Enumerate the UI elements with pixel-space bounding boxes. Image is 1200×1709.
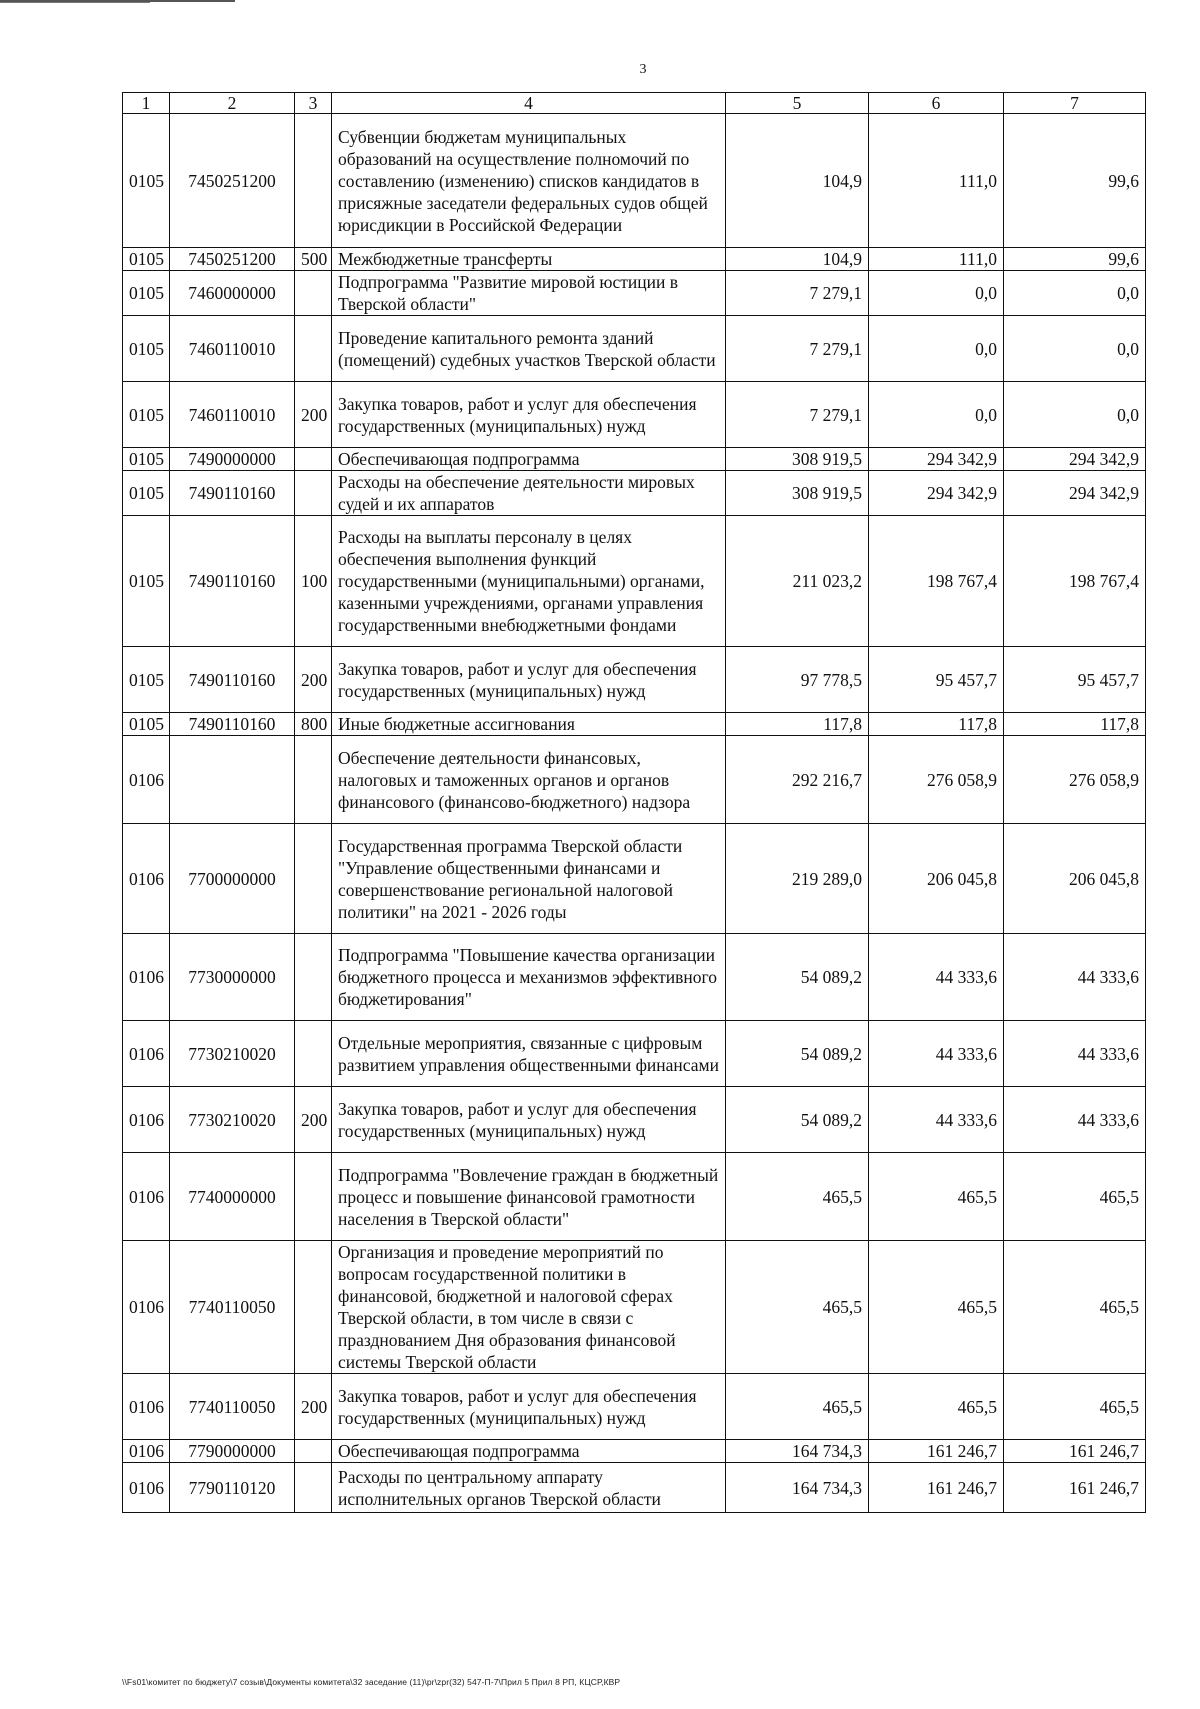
table-body: [123, 114, 1146, 1513]
cell-target-code: 7490110160: [170, 516, 295, 647]
table-row: [123, 1153, 1146, 1241]
cell-value-col5: 219 289,0: [726, 824, 869, 934]
cell-value-col7: 44 333,6: [1004, 1087, 1146, 1153]
table-row: [123, 1463, 1146, 1513]
cell-name: Расходы по центральному аппарату исполнительных органов Тверской области: [332, 1463, 726, 1513]
cell-section: 0105: [123, 713, 170, 736]
cell-expense-type: [295, 1440, 332, 1463]
cell-value-col6: 95 457,7: [869, 647, 1004, 713]
cell-value-col5: 164 734,3: [726, 1463, 869, 1513]
cell-value-col5: 164 734,3: [726, 1440, 869, 1463]
cell-value-col7: 465,5: [1004, 1374, 1146, 1440]
table-row: [123, 1440, 1146, 1463]
cell-value-col5: 97 778,5: [726, 647, 869, 713]
cell-expense-type: [295, 1021, 332, 1087]
cell-target-code: 7490110160: [170, 471, 295, 516]
cell-target-code: 7730000000: [170, 934, 295, 1021]
cell-value-col7: 161 246,7: [1004, 1463, 1146, 1513]
cell-name: Субвенции бюджетам муниципальных образований на осуществление полномочий по составлению (изменению) списков кандидатов в присяжные заседатели федеральных судов общей юрисдикции в Российской Федерации: [332, 114, 726, 248]
cell-section: 0106: [123, 1153, 170, 1241]
cell-target-code: 7460000000: [170, 271, 295, 316]
cell-target-code: 7790110120: [170, 1463, 295, 1513]
cell-name: Государственная программа Тверской области "Управление общественными финансами и совершенствование региональной налоговой политики" на 2021 - 2026 годы: [332, 824, 726, 934]
cell-value-col6: 465,5: [869, 1241, 1004, 1374]
cell-name: Обеспечивающая подпрограмма: [332, 448, 726, 471]
cell-value-col6: 161 246,7: [869, 1440, 1004, 1463]
cell-value-col7: 294 342,9: [1004, 448, 1146, 471]
cell-expense-type: [295, 1153, 332, 1241]
cell-value-col5: 7 279,1: [726, 382, 869, 448]
cell-target-code: 7700000000: [170, 824, 295, 934]
table-row: [123, 713, 1146, 736]
cell-value-col5: 7 279,1: [726, 271, 869, 316]
table-row: [123, 1241, 1146, 1374]
cell-value-col7: 276 058,9: [1004, 736, 1146, 824]
cell-section: 0106: [123, 1087, 170, 1153]
cell-value-col6: 0,0: [869, 382, 1004, 448]
cell-value-col7: 99,6: [1004, 114, 1146, 248]
cell-name: Закупка товаров, работ и услуг для обеспечения государственных (муниципальных) нужд: [332, 1374, 726, 1440]
cell-value-col6: 465,5: [869, 1374, 1004, 1440]
cell-name: Обеспечение деятельности финансовых, налоговых и таможенных органов и органов финансового (финансово-бюджетного) надзора: [332, 736, 726, 824]
cell-name: Закупка товаров, работ и услуг для обеспечения государственных (муниципальных) нужд: [332, 1087, 726, 1153]
cell-section: 0106: [123, 1463, 170, 1513]
cell-target-code: 7460110010: [170, 316, 295, 382]
cell-value-col6: 0,0: [869, 316, 1004, 382]
cell-value-col7: 0,0: [1004, 382, 1146, 448]
cell-value-col5: 7 279,1: [726, 316, 869, 382]
cell-expense-type: 200: [295, 1087, 332, 1153]
cell-value-col5: 465,5: [726, 1241, 869, 1374]
cell-expense-type: 200: [295, 1374, 332, 1440]
cell-expense-type: 500: [295, 248, 332, 271]
cell-target-code: 7790000000: [170, 1440, 295, 1463]
cell-value-col6: 198 767,4: [869, 516, 1004, 647]
cell-expense-type: [295, 824, 332, 934]
cell-value-col7: 99,6: [1004, 248, 1146, 271]
cell-section: 0105: [123, 271, 170, 316]
cell-section: 0105: [123, 248, 170, 271]
cell-value-col7: 95 457,7: [1004, 647, 1146, 713]
cell-target-code: 7490110160: [170, 647, 295, 713]
cell-value-col6: 294 342,9: [869, 448, 1004, 471]
cell-name: Закупка товаров, работ и услуг для обеспечения государственных (муниципальных) нужд: [332, 382, 726, 448]
cell-expense-type: [295, 114, 332, 248]
cell-value-col5: 308 919,5: [726, 471, 869, 516]
cell-section: 0106: [123, 824, 170, 934]
table-row: [123, 1087, 1146, 1153]
cell-value-col6: 465,5: [869, 1153, 1004, 1241]
table-row: [123, 248, 1146, 271]
cell-value-col6: 294 342,9: [869, 471, 1004, 516]
cell-name: Подпрограмма "Повышение качества организации бюджетного процесса и механизмов эффективного бюджетирования": [332, 934, 726, 1021]
table-row: [123, 271, 1146, 316]
scan-edge-line: [0, 2, 150, 3]
cell-value-col7: 206 045,8: [1004, 824, 1146, 934]
cell-expense-type: 200: [295, 647, 332, 713]
cell-expense-type: 100: [295, 516, 332, 647]
cell-value-col7: 465,5: [1004, 1153, 1146, 1241]
cell-target-code: 7740110050: [170, 1374, 295, 1440]
cell-name: Межбюджетные трансферты: [332, 248, 726, 271]
cell-name: Расходы на обеспечение деятельности мировых судей и их аппаратов: [332, 471, 726, 516]
cell-name: Подпрограмма "Развитие мировой юстиции в Тверской области": [332, 271, 726, 316]
cell-value-col6: 111,0: [869, 248, 1004, 271]
table-row: [123, 647, 1146, 713]
cell-target-code: 7490000000: [170, 448, 295, 471]
cell-value-col7: 44 333,6: [1004, 1021, 1146, 1087]
cell-value-col7: 465,5: [1004, 1241, 1146, 1374]
cell-section: 0106: [123, 934, 170, 1021]
cell-name: Иные бюджетные ассигнования: [332, 713, 726, 736]
cell-target-code: 7740000000: [170, 1153, 295, 1241]
table-row: [123, 114, 1146, 248]
cell-expense-type: [295, 1241, 332, 1374]
cell-name: Проведение капитального ремонта зданий (помещений) судебных участков Тверской области: [332, 316, 726, 382]
cell-target-code: 7740110050: [170, 1241, 295, 1374]
cell-value-col6: 44 333,6: [869, 934, 1004, 1021]
cell-expense-type: [295, 448, 332, 471]
cell-target-code: [170, 736, 295, 824]
cell-value-col7: 117,8: [1004, 713, 1146, 736]
table-row: [123, 1021, 1146, 1087]
cell-section: 0105: [123, 114, 170, 248]
cell-value-col5: 465,5: [726, 1153, 869, 1241]
table-header-row: [123, 93, 1146, 114]
cell-expense-type: 800: [295, 713, 332, 736]
cell-section: 0105: [123, 647, 170, 713]
cell-target-code: 7730210020: [170, 1021, 295, 1087]
cell-value-col5: 54 089,2: [726, 1087, 869, 1153]
cell-target-code: 7490110160: [170, 713, 295, 736]
cell-expense-type: [295, 1463, 332, 1513]
cell-target-code: 7450251200: [170, 248, 295, 271]
cell-name: Закупка товаров, работ и услуг для обеспечения государственных (муниципальных) нужд: [332, 647, 726, 713]
cell-section: 0105: [123, 448, 170, 471]
cell-expense-type: [295, 736, 332, 824]
cell-section: 0105: [123, 471, 170, 516]
table-row: [123, 316, 1146, 382]
header-cell: 5: [726, 93, 869, 114]
cell-target-code: 7460110010: [170, 382, 295, 448]
cell-value-col7: 294 342,9: [1004, 471, 1146, 516]
cell-section: 0106: [123, 1241, 170, 1374]
cell-value-col5: 308 919,5: [726, 448, 869, 471]
header-cell: 6: [869, 93, 1004, 114]
cell-value-col5: 104,9: [726, 248, 869, 271]
cell-expense-type: [295, 934, 332, 1021]
cell-section: 0105: [123, 516, 170, 647]
cell-value-col7: 198 767,4: [1004, 516, 1146, 647]
cell-section: 0105: [123, 382, 170, 448]
cell-section: 0106: [123, 1021, 170, 1087]
table-row: [123, 736, 1146, 824]
table-row: [123, 934, 1146, 1021]
cell-value-col6: 117,8: [869, 713, 1004, 736]
cell-section: 0105: [123, 316, 170, 382]
cell-expense-type: [295, 471, 332, 516]
cell-value-col5: 54 089,2: [726, 934, 869, 1021]
header-cell: 1: [123, 93, 170, 114]
cell-value-col5: 117,8: [726, 713, 869, 736]
cell-target-code: 7730210020: [170, 1087, 295, 1153]
cell-value-col7: 0,0: [1004, 271, 1146, 316]
cell-expense-type: [295, 316, 332, 382]
header-cell: 7: [1004, 93, 1146, 114]
header-cell: 3: [295, 93, 332, 114]
table-row: [123, 471, 1146, 516]
cell-name: Подпрограмма "Вовлечение граждан в бюджетный процесс и повышение финансовой грамотности населения в Тверской области": [332, 1153, 726, 1241]
cell-value-col7: 44 333,6: [1004, 934, 1146, 1021]
table-row: [123, 516, 1146, 647]
cell-section: 0106: [123, 1440, 170, 1463]
cell-value-col6: 206 045,8: [869, 824, 1004, 934]
cell-section: 0106: [123, 736, 170, 824]
cell-name: Организация и проведение мероприятий по вопросам государственной политики в финансовой, бюджетной и налоговой сферах Тверской области, в том числе в связи с празднованием Дня образования финансовой системы Тверской области: [332, 1241, 726, 1374]
cell-expense-type: [295, 271, 332, 316]
cell-target-code: 7450251200: [170, 114, 295, 248]
file-path-footer: \\Fs01\комитет по бюджету\7 созыв\Документы комитета\32 заседание (11)\pr\zpr(32) 547-П-7\Прил 5 Прил 8 РП, КЦСР,КВР: [122, 1677, 621, 1687]
cell-name: Расходы на выплаты персоналу в целях обеспечения выполнения функций государственными (муниципальными) органами, казенными учреждениями, органами управления государственными внебюджетными фондами: [332, 516, 726, 647]
table-row: [123, 1374, 1146, 1440]
cell-value-col7: 161 246,7: [1004, 1440, 1146, 1463]
page-number: 3: [639, 62, 647, 77]
table-row: [123, 824, 1146, 934]
cell-value-col6: 111,0: [869, 114, 1004, 248]
cell-value-col6: 44 333,6: [869, 1021, 1004, 1087]
cell-expense-type: 200: [295, 382, 332, 448]
header-cell: 4: [332, 93, 726, 114]
cell-name: Отдельные мероприятия, связанные с цифровым развитием управления общественными финансами: [332, 1021, 726, 1087]
cell-section: 0106: [123, 1374, 170, 1440]
cell-value-col6: 161 246,7: [869, 1463, 1004, 1513]
budget-table: [122, 92, 1146, 1513]
cell-name: Обеспечивающая подпрограмма: [332, 1440, 726, 1463]
cell-value-col5: 54 089,2: [726, 1021, 869, 1087]
table-row: [123, 448, 1146, 471]
cell-value-col6: 44 333,6: [869, 1087, 1004, 1153]
cell-value-col7: 0,0: [1004, 316, 1146, 382]
cell-value-col5: 292 216,7: [726, 736, 869, 824]
header-cell: 2: [170, 93, 295, 114]
cell-value-col5: 104,9: [726, 114, 869, 248]
cell-value-col5: 211 023,2: [726, 516, 869, 647]
cell-value-col6: 0,0: [869, 271, 1004, 316]
table-row: [123, 382, 1146, 448]
cell-value-col5: 465,5: [726, 1374, 869, 1440]
cell-value-col6: 276 058,9: [869, 736, 1004, 824]
